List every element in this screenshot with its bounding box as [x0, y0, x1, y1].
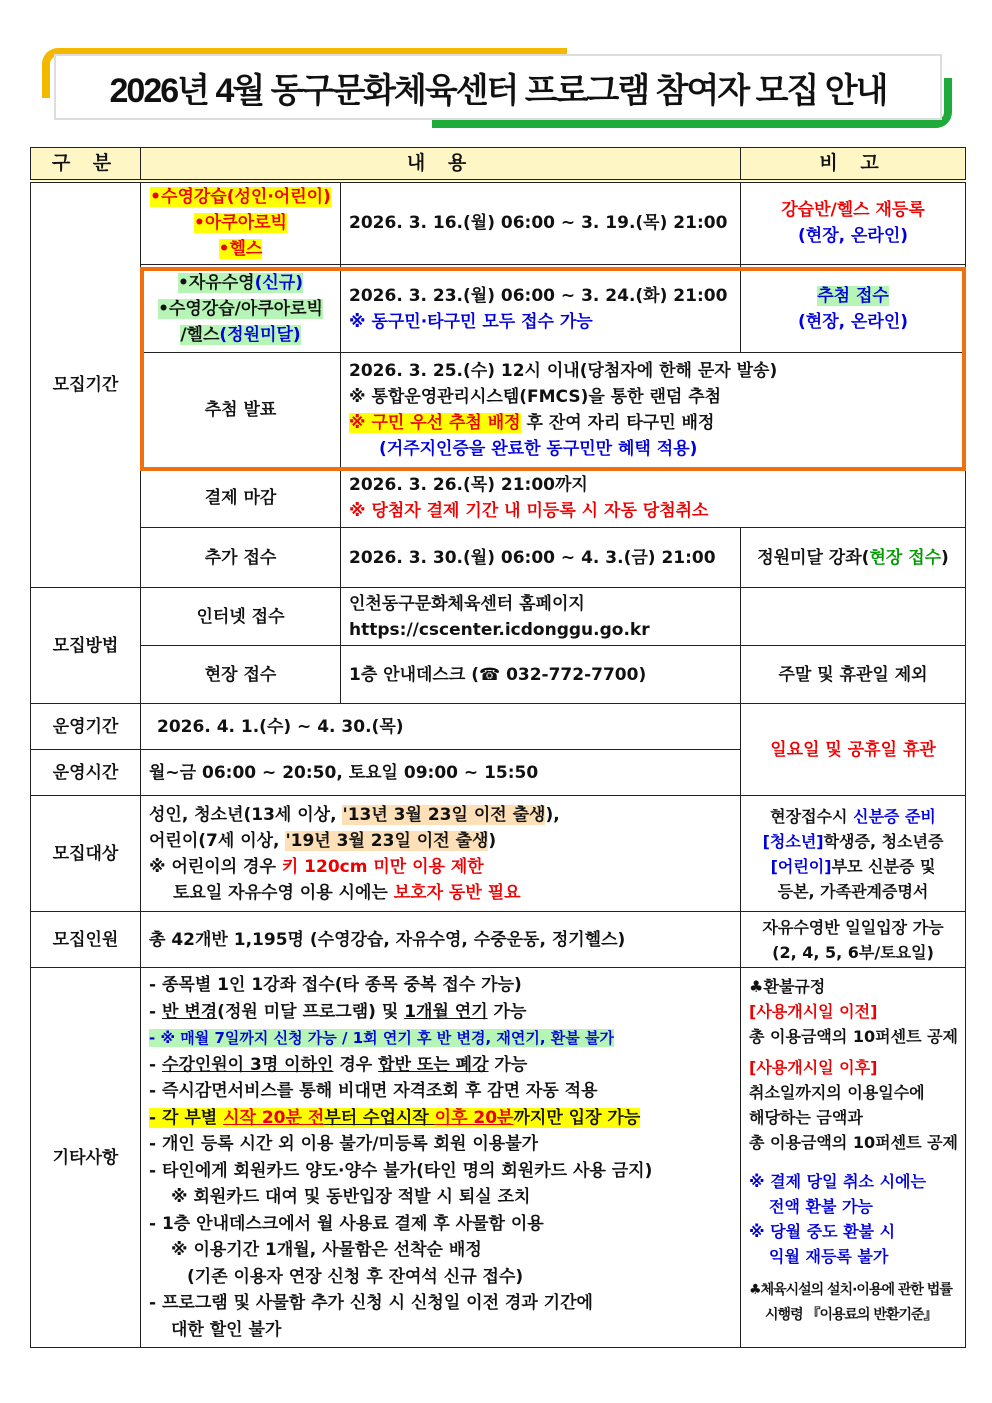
draw-line: (거주지인증을 완료한 동구민만 혜택 적용)	[379, 439, 698, 459]
etc-line: 까지만 입장 가능	[513, 1107, 641, 1128]
target-text: ),	[545, 804, 560, 825]
etc-line: - 1층 안내데스크에서 월 사용료 결제 후 사물함 이용	[149, 1213, 544, 1234]
extra-label: 추가 접수	[141, 528, 341, 588]
target-text: 어린이(7세 이상,	[149, 830, 286, 851]
draw-label: 추첨 발표	[141, 353, 341, 468]
etc-underline: 합반 또는 폐강	[378, 1054, 489, 1075]
onsite-note: 주말 및 휴관일 제외	[741, 646, 966, 704]
draw-line: 2026. 3. 25.(수) 12시 이내(당첨자에 한해 문자 발송)	[349, 361, 778, 381]
telephone-icon: ☎	[478, 664, 507, 685]
law-reference: 시행령 『이용료의 반환기준』	[765, 1307, 937, 1323]
internet-note	[741, 588, 966, 646]
note-text: [어린이]	[770, 856, 832, 876]
lottery-date	[341, 265, 741, 353]
note-text: 등본, 가족관계증명서	[777, 881, 929, 901]
program-item: •수영강습/아쿠아로빅	[158, 298, 323, 319]
law-reference: ♣체육시설의 설치·이용에 관한 법률	[749, 1282, 952, 1298]
refund-note: 익월 재등록 불가	[769, 1247, 889, 1266]
category-etc: 기타사항	[31, 968, 141, 1348]
etc-line: -	[149, 1054, 162, 1075]
category-period: 모집기간	[31, 181, 141, 588]
program-item: •헬스	[218, 239, 263, 260]
etc-line: - 프로그램 및 사물함 추가 신청 시 신청일 이전 경과 기간에	[149, 1293, 593, 1313]
program-item: •수영강습(성인·어린이)	[150, 187, 331, 208]
quota-note	[741, 912, 966, 968]
refund-policy	[741, 968, 966, 1348]
refund-note: 전액 환불 가능	[769, 1197, 873, 1216]
etc-underline: 1개월 연기	[404, 1001, 488, 1022]
target-text: )	[488, 830, 497, 851]
extra-date: 2026. 3. 30.(월) 06:00 ~ 4. 3.(금) 21:00	[341, 528, 741, 588]
etc-line: - 즉시감면서비스를 통해 비대면 자격조회 후 감면 자동 적용	[149, 1081, 598, 1101]
etc-line: - ※ 매월 7일까지 신청 가능 / 1회 연기 후 반 변경, 재연기, 환불 불가	[149, 1029, 614, 1047]
info-table	[30, 147, 966, 1348]
payment-warning: ※ 당첨자 결제 기간 내 미등록 시 자동 당첨취소	[349, 500, 709, 521]
note-text: (현장, 온라인)	[798, 311, 909, 332]
category-target: 모집대상	[31, 796, 141, 912]
etc-line: -	[149, 1001, 162, 1022]
table-row	[31, 353, 966, 468]
etc-line: - 타인에게 회원카드 양도·양수 불가(타인 명의 회원카드 사용 금지)	[149, 1160, 653, 1181]
refund-after: [사용개시일 이후]	[749, 1058, 878, 1077]
extra-note	[741, 528, 966, 588]
etc-underline: 이후 20분	[434, 1107, 514, 1128]
etc-line: - 개인 등록 시간 외 이용 불가/미등록 회원 이용불가	[149, 1134, 539, 1154]
title-box	[54, 54, 942, 120]
table-row	[31, 588, 966, 646]
target-note	[741, 796, 966, 912]
draw-line: ※ 통합운영관리시스템(FMCS)을 통한 랜덤 추첨	[349, 387, 722, 407]
payment-label: 결제 마감	[141, 468, 341, 528]
payment-content	[341, 468, 966, 528]
etc-line: (정원 미달 프로그램) 및	[217, 1001, 405, 1022]
refund-before: [사용개시일 이전]	[749, 1002, 878, 1021]
etc-line: ※ 회원카드 대여 및 동반입장 적발 시 퇴실 조치	[171, 1187, 531, 1207]
etc-underline: 부터 수업시작	[324, 1107, 435, 1128]
table-row	[31, 912, 966, 968]
date-text: 2026. 3. 23.(월) 06:00 ~ 3. 24.(화) 21:00	[349, 285, 728, 306]
draw-highlight: ※ 구민 우선 추첨 배정	[349, 413, 521, 433]
op-time: 월~금 06:00 ~ 20:50, 토요일 09:00 ~ 15:50	[141, 750, 741, 796]
category-op-period: 운영기간	[31, 704, 141, 750]
refund-text: 총 이용금액의 10퍼센트 공제	[749, 1133, 959, 1152]
etc-underline: 반 변경	[161, 1001, 218, 1022]
etc-line: ※ 이용기간 1개월, 사물함은 선착순 배정	[171, 1240, 482, 1260]
program-item: /헬스	[180, 324, 220, 345]
refund-text: 해당하는 금액과	[749, 1108, 863, 1127]
closed-note: 일요일 및 공휴일 휴관	[741, 704, 966, 796]
target-warning: 보호자 동반 필요	[393, 882, 521, 903]
draw-content	[341, 353, 966, 468]
header-row	[31, 148, 966, 181]
note-text: )	[941, 547, 949, 568]
refund-note: ※ 결제 당일 취소 시에는	[749, 1172, 926, 1191]
note-text: [청소년]	[762, 831, 824, 851]
refund-heading: ♣환불규정	[749, 977, 826, 996]
renewal-note	[741, 181, 966, 265]
target-text: ※ 어린이의 경우	[149, 856, 282, 877]
title-banner	[40, 48, 952, 128]
program-tag: (신규)	[254, 272, 303, 293]
header-content: 내 용	[141, 148, 741, 181]
table-row	[31, 468, 966, 528]
renewal-date: 2026. 3. 16.(월) 06:00 ~ 3. 19.(목) 21:00	[341, 181, 741, 265]
quota-content: 총 42개반 1,195명 (수영강습, 자유수영, 수중운동, 정기헬스)	[141, 912, 741, 968]
target-text: 성인, 청소년(13세 이상,	[149, 804, 343, 825]
table-row	[31, 528, 966, 588]
lottery-note	[741, 265, 966, 353]
lottery-programs	[141, 265, 341, 353]
target-highlight: '19년 3월 23일 이전 출생	[285, 830, 489, 851]
table-row	[31, 968, 966, 1348]
internet-content	[341, 588, 741, 646]
homepage-name: 인천동구문화체육센터 홈페이지	[349, 593, 585, 614]
refund-text: 취소일까지의 이용일수에	[749, 1083, 925, 1102]
target-warning: 키 120cm 미만 이용 제한	[281, 856, 484, 877]
etc-underline: 수강인원이 3명 이하인	[161, 1054, 334, 1075]
category-quota: 모집인원	[31, 912, 141, 968]
etc-line: 경우	[333, 1054, 379, 1075]
note-text: 현장접수시	[770, 806, 854, 826]
sub-note: ※ 동구민·타구민 모두 접수 가능	[349, 311, 593, 332]
phone-number: 032-772-7700)	[506, 664, 647, 685]
target-highlight: '13년 3월 23일 이전 출생	[342, 804, 546, 825]
note-text: 부모 신분증 및	[831, 856, 936, 876]
program-item: •아쿠아로빅	[194, 213, 287, 234]
desk-text: 1층 안내데스크 (	[349, 664, 479, 685]
onsite-content	[341, 646, 741, 704]
note-text: (2, 4, 5, 6부/토요일)	[772, 942, 934, 962]
etc-line: 대한 할인 불가	[171, 1319, 282, 1340]
etc-line: 가능	[487, 1001, 527, 1022]
etc-line: 가능	[488, 1054, 528, 1075]
etc-line: - 종목별 1인 1강좌 접수(타 종목 중복 접수 가능)	[149, 975, 522, 995]
target-content	[141, 796, 741, 912]
refund-text: 총 이용금액의 10퍼센트 공제	[749, 1027, 959, 1046]
table-row	[31, 265, 966, 353]
target-text: 토요일 자유수영 이용 시에는	[173, 882, 394, 903]
etc-content	[141, 968, 741, 1348]
payment-deadline: 2026. 3. 26.(목) 21:00까지	[349, 474, 588, 495]
page-title: 2026년 4월 동구문화체육센터 프로그램 참여자 모집 안내	[109, 71, 887, 110]
onsite-label: 현장 접수	[141, 646, 341, 704]
etc-underline: 시작 20분 전	[223, 1107, 325, 1128]
program-tag: (정원미달)	[219, 324, 301, 345]
note-text: 신분증 준비	[853, 806, 936, 826]
etc-line: (기존 이용자 연장 신청 후 잔여석 신규 접수)	[187, 1266, 524, 1287]
draw-line: 후 잔여 자리 타구민 배정	[520, 413, 715, 433]
refund-note: ※ 당월 중도 환불 시	[749, 1222, 896, 1241]
homepage-link[interactable]: https://cscenter.icdonggu.go.kr	[349, 619, 650, 640]
note-text: 현장 접수	[869, 547, 942, 568]
note-text: (현장, 온라인)	[798, 226, 909, 247]
header-note: 비 고	[741, 148, 966, 181]
note-text: 추첨 접수	[817, 285, 889, 306]
note-text: 강습반/헬스 재등록	[781, 200, 925, 221]
table-row	[31, 646, 966, 704]
renewal-programs	[141, 181, 341, 265]
header-category: 구 분	[31, 148, 141, 181]
note-text: 자유수영반 일일입장 가능	[762, 917, 944, 937]
etc-line: - 각 부별	[149, 1107, 224, 1128]
category-op-time: 운영시간	[31, 750, 141, 796]
table-row	[31, 704, 966, 750]
op-period: 2026. 4. 1.(수) ~ 4. 30.(목)	[141, 704, 741, 750]
note-text: 학생증, 청소년증	[823, 831, 944, 851]
category-method: 모집방법	[31, 588, 141, 704]
internet-label: 인터넷 접수	[141, 588, 341, 646]
note-text: 정원미달 강좌(	[757, 547, 870, 568]
table-row	[31, 181, 966, 265]
table-row	[31, 796, 966, 912]
program-item: •자유수영	[178, 272, 255, 293]
